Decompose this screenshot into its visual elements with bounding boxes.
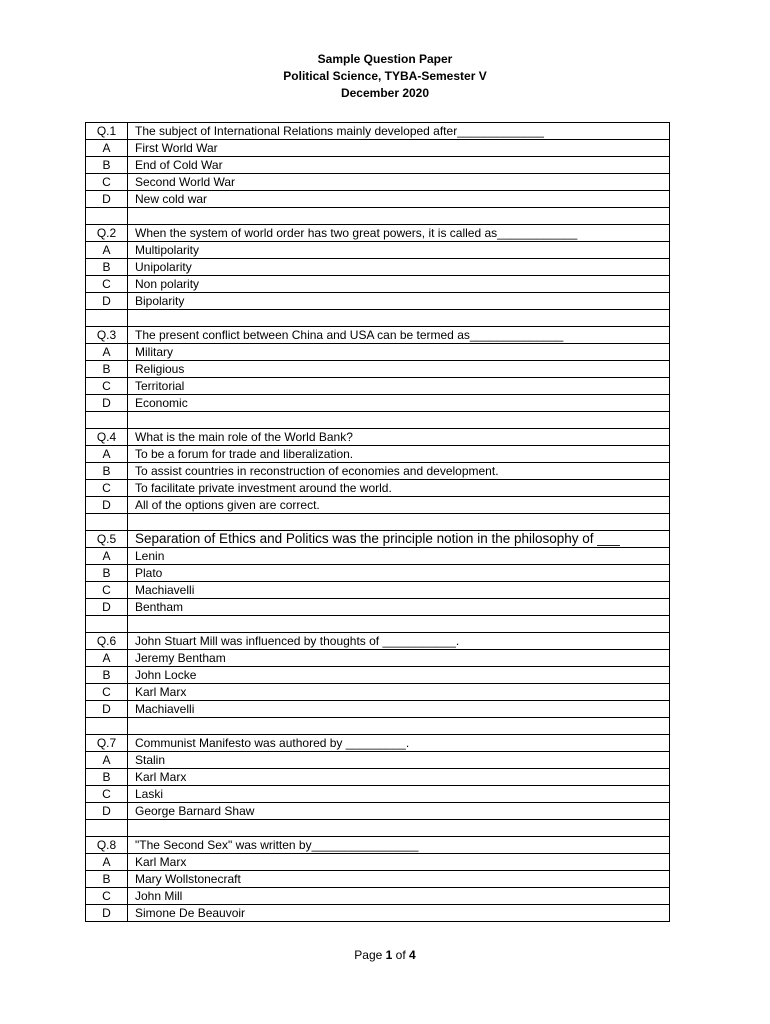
- question-text: "The Second Sex" was written by________________: [128, 837, 670, 854]
- option-row: [86, 599, 670, 616]
- option-letter: D: [86, 293, 128, 310]
- spacer-cell: [128, 820, 670, 837]
- of-word: of: [395, 948, 406, 962]
- option-letter: C: [86, 888, 128, 905]
- option-letter: D: [86, 191, 128, 208]
- question-text: The subject of International Relations mainly developed after_____________: [128, 123, 670, 140]
- option-letter: D: [86, 599, 128, 616]
- paper-header: [0, 51, 770, 102]
- question-row: [86, 837, 670, 854]
- option-letter: D: [86, 905, 128, 922]
- option-row: [86, 565, 670, 582]
- spacer-row: [86, 310, 670, 327]
- spacer-cell: [128, 412, 670, 429]
- option-row: [86, 786, 670, 803]
- question-number: Q.2: [86, 225, 128, 242]
- option-row: [86, 395, 670, 412]
- option-letter: D: [86, 701, 128, 718]
- option-row: [86, 905, 670, 922]
- option-row: [86, 174, 670, 191]
- option-letter: B: [86, 361, 128, 378]
- spacer-cell: [86, 820, 128, 837]
- option-letter: D: [86, 497, 128, 514]
- paper-title: Sample Question Paper: [317, 52, 453, 66]
- page-number: 1: [385, 948, 393, 962]
- option-row: [86, 259, 670, 276]
- option-text: Unipolarity: [128, 259, 670, 276]
- option-row: [86, 548, 670, 565]
- option-text: Machiavelli: [128, 582, 670, 599]
- option-text: Mary Wollstonecraft: [128, 871, 670, 888]
- option-row: [86, 684, 670, 701]
- option-text: John Mill: [128, 888, 670, 905]
- spacer-row: [86, 412, 670, 429]
- page-footer: [0, 948, 770, 962]
- option-text: Karl Marx: [128, 769, 670, 786]
- option-row: [86, 344, 670, 361]
- option-text: Multipolarity: [128, 242, 670, 259]
- option-letter: C: [86, 684, 128, 701]
- option-text: All of the options given are correct.: [128, 497, 670, 514]
- spacer-row: [86, 208, 670, 225]
- spacer-cell: [86, 208, 128, 225]
- option-letter: A: [86, 446, 128, 463]
- option-text: Religious: [128, 361, 670, 378]
- option-letter: B: [86, 871, 128, 888]
- spacer-cell: [86, 514, 128, 531]
- option-text: Karl Marx: [128, 684, 670, 701]
- question-row: [86, 327, 670, 344]
- option-row: [86, 242, 670, 259]
- spacer-cell: [86, 718, 128, 735]
- question-row: [86, 123, 670, 140]
- question-table: [85, 122, 670, 922]
- option-row: [86, 650, 670, 667]
- option-row: [86, 582, 670, 599]
- option-letter: A: [86, 650, 128, 667]
- question-text: The present conflict between China and USA can be termed as______________: [128, 327, 670, 344]
- option-row: [86, 480, 670, 497]
- question-text: When the system of world order has two great powers, it is called as____________: [128, 225, 670, 242]
- option-letter: A: [86, 140, 128, 157]
- option-row: [86, 293, 670, 310]
- spacer-cell: [86, 310, 128, 327]
- option-text: To be a forum for trade and liberalization.: [128, 446, 670, 463]
- option-letter: D: [86, 395, 128, 412]
- option-text: Economic: [128, 395, 670, 412]
- option-row: [86, 854, 670, 871]
- option-letter: C: [86, 276, 128, 293]
- option-row: [86, 769, 670, 786]
- question-text: John Stuart Mill was influenced by thoughts of ___________.: [128, 633, 670, 650]
- option-row: [86, 446, 670, 463]
- option-letter: C: [86, 786, 128, 803]
- option-letter: A: [86, 752, 128, 769]
- option-letter: B: [86, 157, 128, 174]
- question-number: Q.3: [86, 327, 128, 344]
- spacer-row: [86, 718, 670, 735]
- spacer-cell: [128, 310, 670, 327]
- option-text: First World War: [128, 140, 670, 157]
- option-row: [86, 463, 670, 480]
- option-text: George Barnard Shaw: [128, 803, 670, 820]
- option-letter: B: [86, 259, 128, 276]
- question-number: Q.1: [86, 123, 128, 140]
- option-letter: A: [86, 344, 128, 361]
- option-row: [86, 157, 670, 174]
- paper-subject: Political Science, TYBA-Semester V: [283, 69, 487, 83]
- question-text: Communist Manifesto was authored by _________.: [128, 735, 670, 752]
- option-text: John Locke: [128, 667, 670, 684]
- question-number: Q.6: [86, 633, 128, 650]
- spacer-cell: [128, 208, 670, 225]
- option-row: [86, 140, 670, 157]
- question-row: [86, 429, 670, 446]
- option-row: [86, 667, 670, 684]
- spacer-row: [86, 820, 670, 837]
- option-text: New cold war: [128, 191, 670, 208]
- option-row: [86, 276, 670, 293]
- option-row: [86, 378, 670, 395]
- paper-date: December 2020: [340, 86, 430, 100]
- option-letter: A: [86, 854, 128, 871]
- question-row: [86, 225, 670, 242]
- question-row: [86, 735, 670, 752]
- question-number: Q.7: [86, 735, 128, 752]
- option-letter: C: [86, 378, 128, 395]
- option-row: [86, 361, 670, 378]
- option-text: Territorial: [128, 378, 670, 395]
- option-letter: C: [86, 480, 128, 497]
- option-text: Simone De Beauvoir: [128, 905, 670, 922]
- spacer-cell: [86, 412, 128, 429]
- option-row: [86, 701, 670, 718]
- option-row: [86, 752, 670, 769]
- option-letter: B: [86, 769, 128, 786]
- question-number: Q.8: [86, 837, 128, 854]
- spacer-row: [86, 514, 670, 531]
- option-text: Military: [128, 344, 670, 361]
- spacer-cell: [128, 616, 670, 633]
- page-word: Page: [354, 948, 383, 962]
- option-letter: B: [86, 463, 128, 480]
- option-text: Stalin: [128, 752, 670, 769]
- option-letter: A: [86, 242, 128, 259]
- spacer-cell: [128, 514, 670, 531]
- spacer-cell: [86, 616, 128, 633]
- page-total: 4: [409, 948, 416, 962]
- option-letter: C: [86, 582, 128, 599]
- option-text: Non polarity: [128, 276, 670, 293]
- option-row: [86, 191, 670, 208]
- option-letter: B: [86, 667, 128, 684]
- option-row: [86, 888, 670, 905]
- option-text: End of Cold War: [128, 157, 670, 174]
- option-text: Laski: [128, 786, 670, 803]
- question-text: Separation of Ethics and Politics was the principle notion in the philosophy of ___: [128, 531, 670, 548]
- option-text: Machiavelli: [128, 701, 670, 718]
- option-text: Jeremy Bentham: [128, 650, 670, 667]
- option-text: Lenin: [128, 548, 670, 565]
- spacer-cell: [128, 718, 670, 735]
- option-letter: D: [86, 803, 128, 820]
- option-row: [86, 803, 670, 820]
- question-number: Q.5: [86, 531, 128, 548]
- option-text: Bentham: [128, 599, 670, 616]
- option-letter: B: [86, 565, 128, 582]
- spacer-row: [86, 616, 670, 633]
- option-letter: A: [86, 548, 128, 565]
- question-text: What is the main role of the World Bank?: [128, 429, 670, 446]
- option-letter: C: [86, 174, 128, 191]
- option-row: [86, 497, 670, 514]
- question-number: Q.4: [86, 429, 128, 446]
- option-text: To assist countries in reconstruction of economies and development.: [128, 463, 670, 480]
- option-text: Karl Marx: [128, 854, 670, 871]
- option-row: [86, 871, 670, 888]
- option-text: Bipolarity: [128, 293, 670, 310]
- option-text: To facilitate private investment around the world.: [128, 480, 670, 497]
- question-row: [86, 531, 670, 548]
- option-text: Second World War: [128, 174, 670, 191]
- option-text: Plato: [128, 565, 670, 582]
- question-row: [86, 633, 670, 650]
